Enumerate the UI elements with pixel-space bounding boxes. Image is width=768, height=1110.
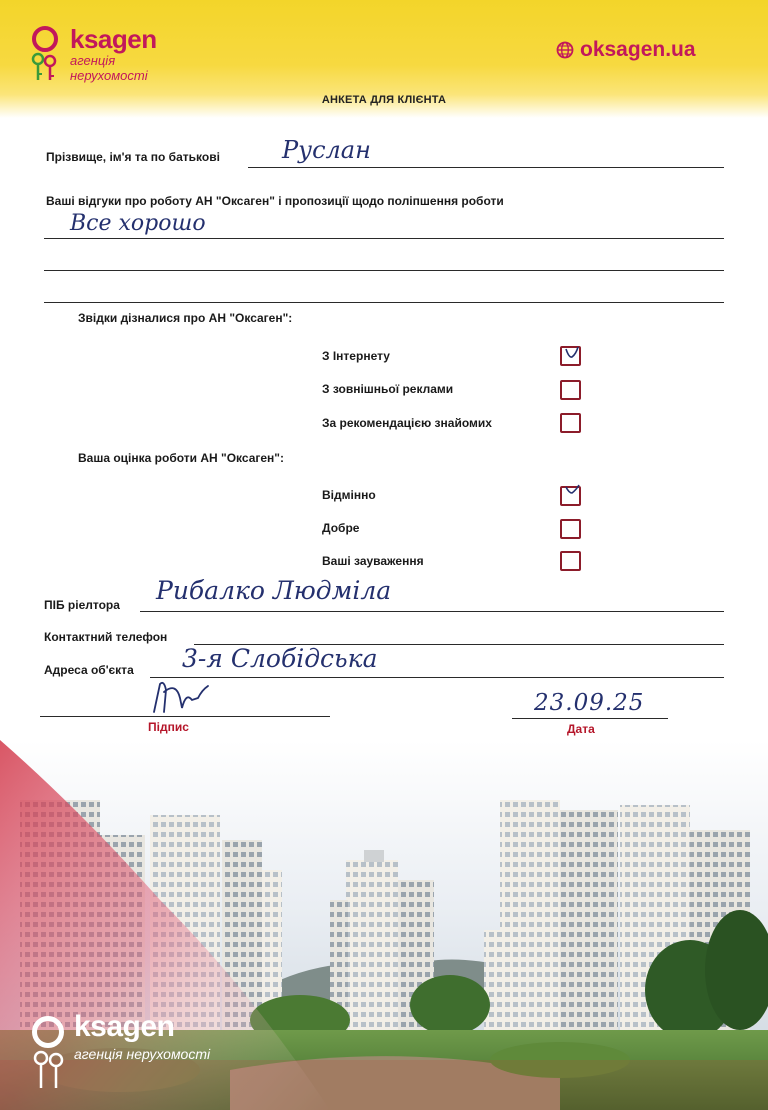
header-band: [0, 0, 768, 118]
source-option-ads: З зовнішньої реклами: [322, 382, 454, 396]
source-option-internet: З Інтернету: [322, 349, 390, 363]
rating-option-remarks: Ваші зауваження: [322, 554, 424, 568]
source-referral-checkbox[interactable]: [560, 413, 581, 433]
date-value[interactable]: 23.09.25: [534, 690, 645, 716]
footer-brand-tagline: агенція нерухомості: [74, 1046, 211, 1062]
feedback-label: Ваші відгуки про роботу АН "Оксаген" і пропозиції щодо поліпшення роботи: [46, 194, 504, 208]
source-internet-checkbox[interactable]: [560, 346, 581, 366]
feedback-line-3: [44, 302, 724, 303]
realtor-value[interactable]: Рибалко Людміла: [156, 576, 392, 605]
form-title: АНКЕТА ДЛЯ КЛІЄНТА: [321, 94, 447, 106]
address-line: [150, 677, 724, 678]
checkmark-icon: [564, 344, 580, 360]
globe-icon: [556, 41, 574, 59]
logo-ring-icon: [32, 26, 58, 52]
address-value[interactable]: 3-я Слобідська: [182, 644, 378, 673]
feedback-value[interactable]: Все хорошо: [70, 211, 206, 236]
date-label: Дата: [567, 722, 595, 736]
signature-line: [40, 716, 330, 717]
realtor-line: [140, 611, 724, 612]
feedback-line-1: [44, 238, 724, 239]
brand-tagline: агенція нерухомості: [70, 53, 148, 83]
name-line: [248, 167, 724, 168]
realtor-label: ПІБ ріелтора: [44, 598, 120, 612]
address-label: Адреса об'єкта: [44, 663, 134, 677]
date-line: [512, 718, 668, 719]
rating-label: Ваша оцінка роботи АН "Оксаген":: [78, 451, 284, 465]
rating-excellent-checkbox[interactable]: [560, 486, 581, 506]
signature-label: Підпис: [148, 720, 189, 734]
source-option-referral: За рекомендацією знайомих: [322, 416, 492, 430]
rating-good-checkbox[interactable]: [560, 519, 581, 539]
source-label: Звідки дізналися про АН "Оксаген":: [78, 311, 293, 325]
brand-logo: [26, 22, 186, 82]
footer-brand-logo: [28, 1010, 228, 1090]
name-value[interactable]: Руслан: [282, 136, 371, 164]
name-label: Прізвище, ім'я та по батькові: [46, 150, 220, 164]
footer-logo-ring-icon: [32, 1016, 64, 1048]
website: [556, 38, 696, 62]
signature-scribble: [146, 678, 216, 720]
rating-option-excellent: Відмінно: [322, 488, 376, 502]
checkmark-icon: [564, 484, 580, 500]
keys-icon: [30, 52, 60, 82]
footer-brand-name: ksagen: [74, 1010, 175, 1043]
footer-keys-icon: [32, 1050, 66, 1090]
brand-name: ksagen: [70, 24, 157, 54]
rating-option-good: Добре: [322, 521, 360, 535]
rating-remarks-checkbox[interactable]: [560, 551, 581, 571]
phone-label: Контактний телефон: [44, 630, 168, 644]
website-url: oksagen.ua: [580, 38, 696, 61]
source-ads-checkbox[interactable]: [560, 380, 581, 400]
feedback-line-2: [44, 270, 724, 271]
